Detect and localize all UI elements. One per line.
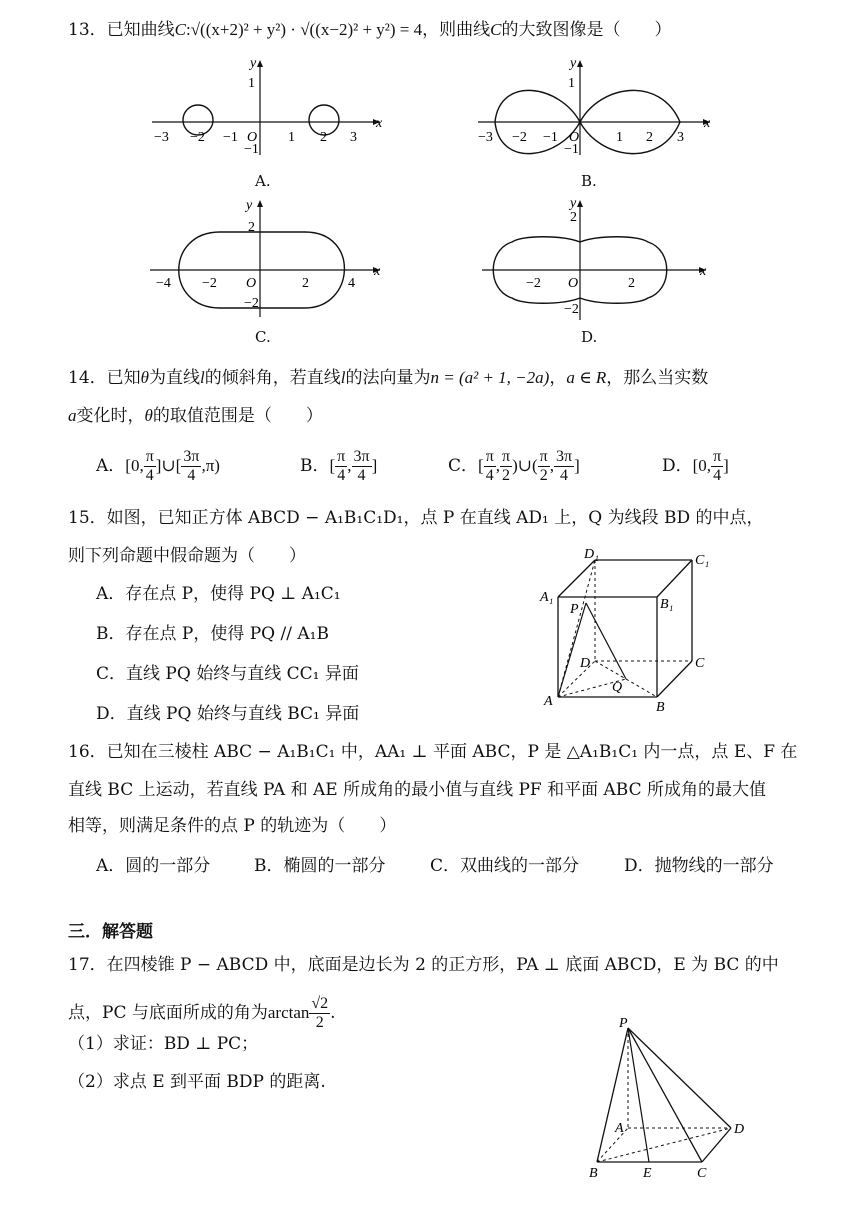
q17-part-2: （2）求点 E 到平面 BDP 的距离.: [68, 1072, 326, 1092]
q15-cube-figure: [540, 545, 720, 715]
q14-stem-2: a变化时，θ的取值范围是（ ）: [68, 406, 323, 426]
tick: 1: [568, 76, 575, 91]
q16-option-b: B．椭圆的一部分: [254, 856, 386, 876]
q15-option-a: A．存在点 P，使得 PQ ⊥ A₁C₁: [96, 584, 341, 604]
q13-graph-b: [470, 55, 720, 165]
q15-option-b: B．存在点 P，使得 PQ // A₁B: [96, 624, 329, 644]
q15-option-d: D．直线 PQ 始终与直线 BC₁ 异面: [96, 704, 360, 724]
tick: −2: [202, 276, 217, 291]
tick: 1: [616, 130, 623, 145]
q14-option-b: B．[ $\frac{\pi}{4}$ , $\frac{3\pi}{4}$ ]: [300, 448, 378, 484]
label-A: A: [615, 1121, 624, 1136]
tick: −2: [526, 276, 541, 291]
tick: −1: [564, 142, 579, 157]
q13-graph-c: [140, 195, 390, 325]
tick: 2: [320, 130, 327, 145]
tick: −2: [244, 296, 259, 311]
tick: −1: [543, 130, 558, 145]
label-P: P: [619, 1016, 628, 1031]
axis-y-label: y: [246, 198, 253, 213]
tick: −4: [156, 276, 171, 291]
axis-y-label: y: [570, 196, 577, 211]
q14-stem-1: 14．已知θ为直线l的倾斜角，若直线l的法向量为n = (a² + 1, −2a)，a ∈ R，那么当实数: [68, 368, 709, 388]
q16-stem-2: 直线 BC 上运动，若直线 PA 和 AE 所成角的最小值与直线 PF 和平面 ABC 所成角的最大值: [68, 780, 767, 800]
q13-stem: 13．已知曲线C:√((x+2)² + y²) · √((x−2)² + y²) = 4，则曲线C的大致图像是（ ）: [68, 20, 672, 40]
q13-label-b: B.: [581, 172, 597, 190]
axis-x-label: x: [700, 264, 707, 279]
q16-option-c: C．双曲线的一部分: [430, 856, 580, 876]
axis-y-label: y: [570, 56, 577, 71]
label-C: C: [695, 656, 705, 671]
q15-stem-1: 15．如图，已知正方体 ABCD − A₁B₁C₁D₁，点 P 在直线 AD₁ 上，Q 为线段 BD 的中点，: [68, 508, 764, 528]
q14-option-a: A．[0, $\frac{\pi}{4}$ ]∪[ $\frac{3\pi}{4}$ ,π): [96, 448, 220, 484]
label-B: B: [656, 700, 665, 715]
q16-stem-1: 16．已知在三棱柱 ABC − A₁B₁C₁ 中，AA₁ ⊥ 平面 ABC，P 是 △A₁B₁C₁ 内一点，点 E、F 在: [68, 742, 798, 762]
label-A: A: [544, 694, 553, 709]
tick: 2: [646, 130, 653, 145]
tick: 2: [248, 220, 255, 235]
q17-stem-1: 17．在四棱锥 P − ABCD 中，底面是边长为 2 的正方形，PA ⊥ 底面 ABCD，E 为 BC 的中: [68, 955, 779, 975]
tick: O: [246, 276, 257, 291]
tick: 2: [628, 276, 635, 291]
q13-label-a: A.: [255, 172, 271, 190]
q14-option-d: D．[0, $\frac{\pi}{4}$ ]: [662, 448, 729, 484]
q13-label-c: C.: [255, 328, 271, 346]
label-A1: A₁: [540, 590, 554, 605]
q16-stem-3: 相等，则满足条件的点 P 的轨迹为（ ）: [68, 816, 397, 836]
q16-option-a: A．圆的一部分: [96, 856, 211, 876]
tick: 1: [288, 130, 295, 145]
tick: −3: [154, 130, 169, 145]
q17-pyramid-figure: [585, 1015, 760, 1185]
label-B1: B₁: [660, 597, 674, 612]
tick: −2: [190, 130, 205, 145]
section-heading: 三．解答题: [68, 922, 153, 942]
tick: O: [569, 130, 580, 145]
tick: −1: [223, 130, 238, 145]
tick: 2: [570, 210, 577, 225]
axis-x-label: x: [376, 116, 383, 131]
label-D: D: [580, 656, 591, 671]
tick: −3: [478, 130, 493, 145]
label-P: P: [570, 602, 579, 617]
q15-stem-2: 则下列命题中假命题为（ ）: [68, 546, 306, 566]
q17-part-1: （1）求证：BD ⊥ PC；: [68, 1034, 259, 1054]
tick: −2: [564, 302, 579, 317]
label-C1: C₁: [695, 553, 710, 568]
q15-option-c: C．直线 PQ 始终与直线 CC₁ 异面: [96, 664, 359, 684]
q13-label-d: D.: [581, 328, 598, 346]
tick: O: [247, 130, 258, 145]
q13-graph-d: [478, 195, 718, 325]
label-C: C: [697, 1166, 707, 1181]
label-B: B: [589, 1166, 598, 1181]
q13-graph-a: [140, 55, 390, 165]
q17-stem-2: 点，PC 与底面所成的角为arctan $\frac{√2}{2}$ .: [68, 995, 336, 1031]
q16-option-d: D．抛物线的一部分: [624, 856, 774, 876]
label-D: D: [734, 1122, 745, 1137]
axis-x-label: x: [374, 264, 381, 279]
tick: 1: [248, 76, 255, 91]
tick: 2: [302, 276, 309, 291]
tick: O: [568, 276, 579, 291]
tick: −2: [512, 130, 527, 145]
label-Q: Q: [612, 680, 623, 695]
q14-option-c: C．[ $\frac{\pi}{4}$ , $\frac{\pi}{2}$ )∪( $\frac{\pi}{2}$ , $\frac{3\pi}{4}$ ]: [448, 448, 580, 484]
tick: 4: [348, 276, 355, 291]
tick: 3: [350, 130, 357, 145]
label-E: E: [643, 1166, 652, 1181]
axis-x-label: x: [704, 116, 711, 131]
tick: 3: [677, 130, 684, 145]
tick: −1: [244, 142, 259, 157]
label-D1: D₁: [584, 547, 599, 562]
axis-y-label: y: [250, 56, 257, 71]
